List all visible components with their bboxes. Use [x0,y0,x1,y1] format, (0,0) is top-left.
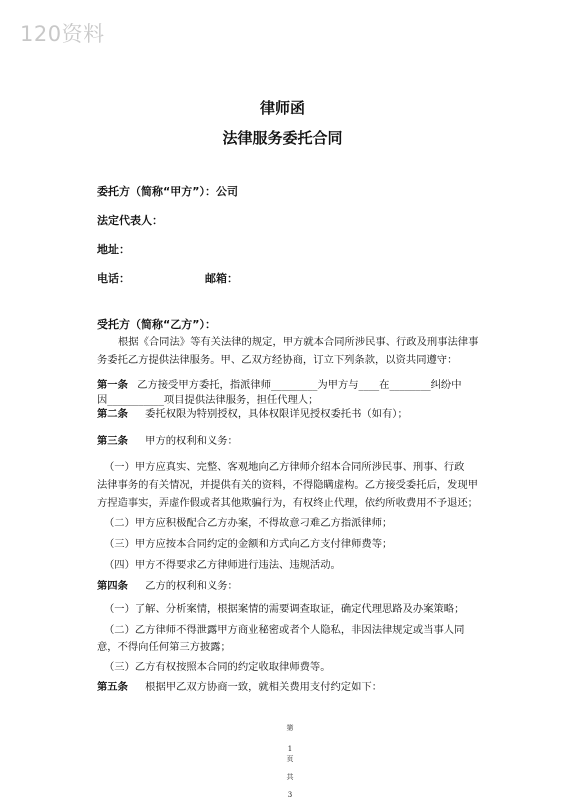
article-3-item-4: （四）甲方不得要求乙方律师进行违法、违规活动。 [104,559,341,571]
article-2-heading: 第二条 [97,408,128,420]
party-a-label: 委托方（简称“甲方”）：公司 [97,185,238,198]
preamble-line-2: 务委托乙方提供法律服务。甲、乙双方经协商，订立下列条款，以资共同遵守： [97,354,458,366]
article-4-item-3: （三）乙方有权按照本合同的约定收取律师费等。 [104,661,331,673]
article-5-text: 根据甲乙双方协商一致，就相关费用支付约定如下： [145,681,382,693]
article-3-item-3: （三）甲方应按本合同约定的金额和方式向乙方支付律师费等； [104,538,393,550]
article-4-item-1: （一）了解、分析案情，根据案情的需要调查取证，确定代理思路及办案策略； [104,603,465,615]
article-3-item-1-line-3: 方捏造事实，弄虚作假或者其他欺骗行为，有权终止代理，依约所收费用不予退还； [97,497,478,509]
article-3-item-1-line-1: （一）甲方应真实、完整、客观地向乙方律师介绍本合同所涉民事、刑事、行政 [104,461,465,473]
article-4-item-2-line-1: （二）乙方律师不得泄露甲方商业秘密或者个人隐私，非因法律规定或当事人同 [104,624,465,636]
article-5 [97,678,382,696]
document-subtitle: 法律服务委托合同 [222,129,343,147]
article-4-item-2-line-2: 意，不得向任何第三方披露； [97,641,231,653]
article-2 [97,405,408,423]
article-5-heading: 第五条 [97,681,128,693]
article-1-text: 乙方接受甲方委托，指派律师_________为甲方与____在________纠纷中 [137,379,462,391]
party-a-representative: 法定代表人： [97,214,163,227]
article-4-heading: 第四条 [97,580,128,592]
page-number-total-prefix: 共 [286,773,294,781]
preamble-line-1: 根据《合同法》等有关法律的规定，甲方就本合同所涉民事、行政及刑事法律事 [118,336,479,348]
article-3-text: 甲方的权利和义务： [145,435,238,447]
party-a-phone: 电话： [97,272,130,285]
article-1-heading: 第一条 [97,379,128,391]
article-1-line-2: 因___________项目提供法律服务，担任代理人； [97,394,319,406]
party-b-label: 受托方（简称“乙方”）： [97,318,216,331]
party-a-address: 地址： [97,243,130,256]
article-3 [97,432,238,450]
article-3-item-2: （二）甲方应积极配合乙方办案，不得故意刁难乙方指派律师； [104,517,393,529]
article-4-text: 乙方的权利和义务： [145,580,238,592]
article-3-item-1-line-2: 法律事务的有关情况，并提供有关的资料，不得隐瞒虚构。乙方接受委托后，发现甲 [97,479,478,491]
page-number-prefix: 第 [286,724,294,732]
party-a-postcode: 邮箱： [205,272,238,285]
article-4 [97,577,238,595]
page-number-unit: 页 [286,755,294,763]
watermark: 120资料 [20,22,105,46]
page-number-total: 3 [287,791,293,799]
document-title: 律师函 [259,99,305,117]
page-number-current: 1 [287,745,293,753]
article-3-heading: 第三条 [97,435,128,447]
article-2-text: 委托权限为特别授权，具体权限详见授权委托书（如有）； [145,408,408,420]
